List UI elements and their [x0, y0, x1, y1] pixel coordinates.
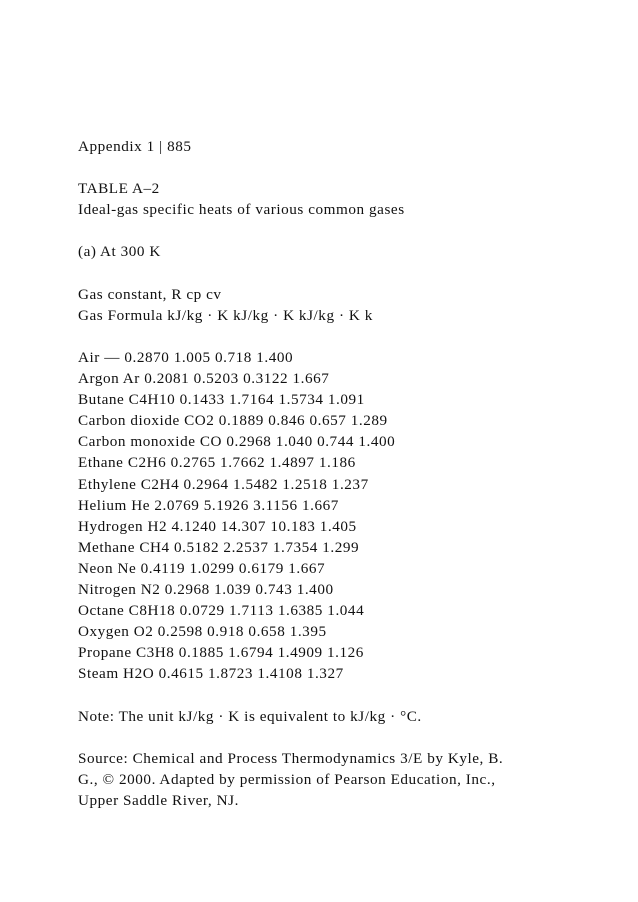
page-reference: Appendix 1 | 885	[78, 138, 192, 155]
table-row: Oxygen O2 0.2598 0.918 0.658 1.395	[78, 623, 327, 641]
spacer	[78, 326, 618, 347]
table-row: Hydrogen H2 4.1240 14.307 10.183 1.405	[78, 517, 357, 535]
table-note: Note: The unit kJ/kg · K is equivalent to kJ/kg · °C.	[78, 707, 422, 725]
spacer	[78, 263, 618, 284]
table-row: Carbon dioxide CO2 0.1889 0.846 0.657 1.289	[78, 412, 388, 430]
table-header-line-1: Gas constant, R cp cv	[78, 285, 222, 303]
table-header-line-2: Gas Formula kJ/kg · K kJ/kg · K kJ/kg · K k	[78, 306, 373, 324]
table-row: Helium He 2.0769 5.1926 3.1156 1.667	[78, 496, 339, 514]
table-row: Nitrogen N2 0.2968 1.039 0.743 1.400	[78, 580, 334, 598]
document-page	[78, 136, 618, 811]
table-row: Octane C8H18 0.0729 1.7113 1.6385 1.044	[78, 602, 365, 620]
table-row: Methane CH4 0.5182 2.2537 1.7354 1.299	[78, 538, 360, 556]
spacer	[78, 220, 618, 241]
table-row: Ethane C2H6 0.2765 1.7662 1.4897 1.186	[78, 454, 356, 472]
spacer	[78, 684, 618, 705]
table-row: Neon Ne 0.4119 1.0299 0.6179 1.667	[78, 559, 326, 577]
table-row: Butane C4H10 0.1433 1.7164 1.5734 1.091	[78, 391, 365, 409]
table-subtitle: (a) At 300 K	[78, 243, 161, 261]
source-line-1: Source: Chemical and Process Thermodynamics 3/E by Kyle, B.	[78, 749, 504, 767]
source-line-2: G., © 2000. Adapted by permission of Pearson Education, Inc.,	[78, 770, 496, 788]
table-row: Steam H2O 0.4615 1.8723 1.4108 1.327	[78, 665, 344, 683]
source-line-3: Upper Saddle River, NJ.	[78, 791, 239, 809]
table-row: Argon Ar 0.2081 0.5203 0.3122 1.667	[78, 370, 330, 388]
spacer	[78, 157, 618, 178]
table-row: Carbon monoxide CO 0.2968 1.040 0.744 1.400	[78, 433, 396, 451]
table-row: Ethylene C2H4 0.2964 1.5482 1.2518 1.237	[78, 475, 369, 493]
table-id: TABLE A–2	[78, 180, 160, 198]
table-caption: Ideal-gas specific heats of various common gases	[78, 201, 405, 219]
table-row: Propane C3H8 0.1885 1.6794 1.4909 1.126	[78, 644, 364, 662]
table-row: Air — 0.2870 1.005 0.718 1.400	[78, 348, 294, 366]
spacer	[78, 727, 618, 748]
